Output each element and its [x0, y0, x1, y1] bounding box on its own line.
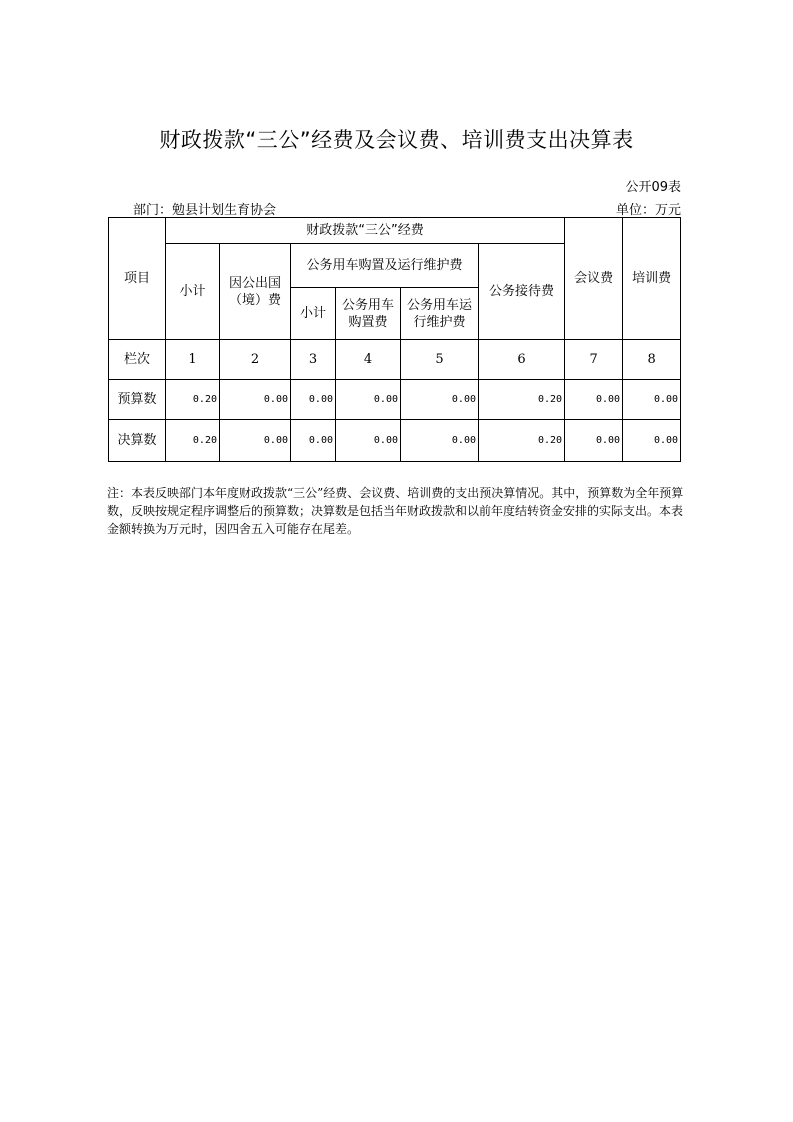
- column-index: 1: [166, 340, 220, 380]
- column-index: 6: [479, 340, 565, 380]
- header-vehicle: 公务用车购置及运行维护费: [291, 244, 479, 288]
- actual-value: 0.00: [336, 420, 401, 462]
- header-meeting: 会议费: [565, 218, 623, 340]
- header-reception: 公务接待费: [479, 244, 565, 340]
- row-label: 预算数: [109, 380, 166, 420]
- column-index: 3: [291, 340, 336, 380]
- actual-value: 0.20: [166, 420, 220, 462]
- column-index: 7: [565, 340, 623, 380]
- budget-value: 0.00: [291, 380, 336, 420]
- unit-label: 单位：万元: [615, 203, 681, 218]
- budget-value: 0.00: [401, 380, 479, 420]
- header-subtotal: 小计: [166, 244, 220, 340]
- header-vehicle-subtotal: 小计: [291, 288, 336, 340]
- budget-value: 0.00: [220, 380, 291, 420]
- actual-value: 0.00: [623, 420, 681, 462]
- actual-value: 0.00: [220, 420, 291, 462]
- header-sanggong: 财政拨款“三公”经费: [166, 218, 565, 244]
- budget-value: 0.20: [479, 380, 565, 420]
- header-vehicle-operation: 公务用车运行维护费: [401, 288, 479, 340]
- header-abroad: 因公出国（境）费: [220, 244, 291, 340]
- header-training: 培训费: [623, 218, 681, 340]
- budget-value: 0.00: [565, 380, 623, 420]
- budget-value: 0.20: [166, 380, 220, 420]
- row-label: 决算数: [109, 420, 166, 462]
- budget-value: 0.00: [336, 380, 401, 420]
- column-index: 4: [336, 340, 401, 380]
- actual-value: 0.00: [291, 420, 336, 462]
- footnote: 注：本表反映部门本年度财政拨款“三公”经费、会议费、培训费的支出预决算情况。其中，预算数为全年预算数，反映按规定程序调整后的预算数；决算数是包括当年财政拨款和以前年度结转资金安排的实际支出。本表金额转换为万元时，因四舍五入可能存在尾差。: [107, 486, 684, 536]
- actual-value: 0.00: [565, 420, 623, 462]
- page-title: 财政拨款“三公”经费及会议费、培训费支出决算表: [159, 128, 634, 152]
- actual-value: 0.20: [479, 420, 565, 462]
- column-index-label: 栏次: [109, 340, 166, 380]
- actual-value: 0.00: [401, 420, 479, 462]
- column-index: 8: [623, 340, 681, 380]
- budget-row: [109, 380, 681, 420]
- header-vehicle-purchase: 公务用车购置费: [336, 288, 401, 340]
- expense-table: [108, 217, 681, 462]
- actual-row: [109, 420, 681, 462]
- budget-value: 0.00: [623, 380, 681, 420]
- header-item: 项目: [109, 218, 166, 340]
- column-index: 2: [220, 340, 291, 380]
- form-number: 公开09表: [625, 180, 681, 195]
- department-label: 部门：勉县计划生育协会: [133, 203, 277, 218]
- column-index: 5: [401, 340, 479, 380]
